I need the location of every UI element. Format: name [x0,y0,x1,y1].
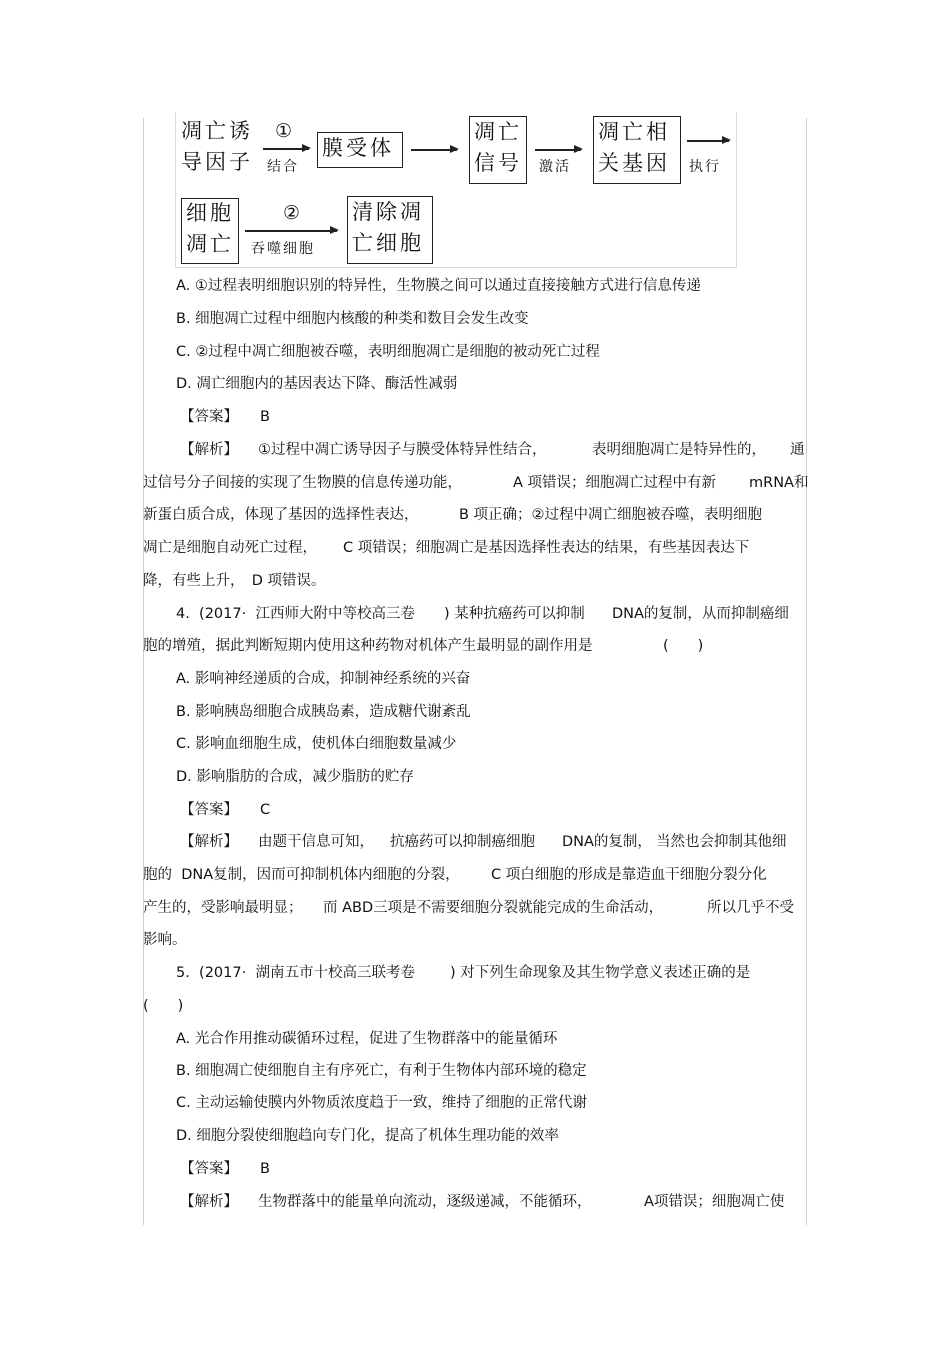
analysis-text: DNA的复制， [562,834,652,850]
question-text: DNA的复制，从而抑制癌细 [612,606,789,622]
analysis-text: 通 [790,442,805,458]
q3-option-c: C. ②过程中凋亡细胞被吞噬，表明细胞凋亡是细胞的被动死亡过程 [176,344,600,360]
execute-label: 执行 [689,159,721,175]
q4-option-a: A. 影响神经递质的合成，抑制神经系统的兴奋 [176,671,471,687]
q3-option-d: D. 凋亡细胞内的基因表达下降、酶活性减弱 [176,376,458,392]
q5-option-d: D. 细胞分裂使细胞趋向专门化，提高了机体生理功能的效率 [176,1128,559,1144]
analysis-label: 【解析】 [180,442,238,458]
q3-option-b: B. 细胞凋亡过程中细胞内核酸的种类和数目会发生改变 [176,311,529,327]
q4-stem-line-1 [176,604,806,624]
analysis-text: 凋亡是细胞自动死亡过程， [143,540,317,556]
q3-analysis-line-4 [143,538,750,558]
analysis-label: 【解析】 [180,1194,238,1210]
analysis-text: 新蛋白质合成，体现了基因的选择性表达， [143,507,419,523]
q4-analysis-line-2 [143,865,767,885]
analysis-text: ①过程中凋亡诱导因子与膜受体特异性结合， [258,442,547,458]
analysis-text: A项错误；细胞凋亡使 [644,1194,785,1210]
q4-analysis-line-1 [180,832,806,852]
analysis-text: 生物群落中的能量单向流动，逐级递减，不能循环， [258,1194,592,1210]
q3-analysis-line-1 [180,440,806,460]
question-text: 5. (2017· 湖南五市十校高三联考卷 [176,965,415,981]
answer-label: 【答案】 [180,1161,238,1177]
question-blank: ( ) [663,638,704,654]
answer-value: B [260,1161,270,1177]
q3-answer-line [180,407,270,427]
analysis-text: 由题干信息可知， [258,834,374,850]
answer-label: 【答案】 [180,409,238,425]
q5-option-c: C. 主动运输使膜内外物质浓度趋于一致，维持了细胞的正常代谢 [176,1095,587,1111]
q3-analysis-line-5: 降，有些上升， D 项错误。 [143,573,326,589]
arrow-step2 [245,230,337,232]
q4-analysis-line-4: 影响。 [143,932,187,948]
analysis-text: 所以几乎不受 [707,900,794,916]
question-text: ) 对下列生命现象及其生物学意义表述正确的是 [450,965,751,981]
step1-label: 结合 [267,159,299,175]
q4-analysis-line-3 [143,898,806,918]
analysis-text: 产生的，受影响最明显； [143,900,303,916]
apoptosis-text: 细胞 凋亡 [186,201,234,256]
q5-option-a: A. 光合作用推动碳循环过程，促进了生物群落中的能量循环 [176,1031,558,1047]
q5-stem-line-1 [176,963,751,983]
analysis-text: 过信号分子间接的实现了生物膜的信息传递功能， [143,475,462,491]
genes-text: 凋亡相 关基因 [598,120,670,175]
step1-number: ① [275,120,293,142]
analysis-text: C 项错误；细胞凋亡是基因选择性表达的结果，有些基因表达下 [343,540,750,556]
q5-analysis-line-1 [180,1192,806,1212]
analysis-text: A 项错误；细胞凋亡过程中有新 [513,475,717,491]
q4-stem-line-2 [143,636,704,656]
q5-option-b: B. 细胞凋亡使细胞自主有序死亡，有利于生物体内部环境的稳定 [176,1063,587,1079]
arrow-step1 [263,148,309,150]
clearance-text: 清除凋 亡细胞 [352,200,424,255]
question-text: 胞的增殖，据此判断短期内使用这种药物对机体产生最明显的副作用是 [143,638,593,654]
inducer-text: 凋亡诱 导因子 [181,119,253,174]
analysis-text: B 项正确；②过程中凋亡细胞被吞噬，表明细胞 [459,507,763,523]
analysis-text: 当然也会抑制其他细 [656,834,787,850]
analysis-label: 【解析】 [180,834,238,850]
q5-answer-line [180,1159,270,1179]
analysis-text: mRNA和 [749,475,809,491]
answer-label: 【答案】 [180,802,238,818]
analysis-text: 抗癌药可以抑制癌细胞 [390,834,535,850]
q5-stem-line-2: ( ) [143,998,184,1014]
analysis-text: 胞的 DNA复制，因而可抑制机体内细胞的分裂， [143,867,460,883]
activate-label: 激活 [539,159,571,175]
q3-option-a: A. ①过程表明细胞识别的特异性，生物膜之间可以通过直接接触方式进行信息传递 [176,278,701,294]
apoptosis-diagram [175,112,737,270]
step2-number: ② [283,202,301,224]
question-text: ) 某种抗癌药可以抑制 [444,606,585,622]
analysis-text: 表明细胞凋亡是特异性的， [592,442,766,458]
analysis-text: C 项白细胞的形成是靠造血干细胞分裂分化 [491,867,767,883]
answer-value: B [260,409,270,425]
step2-label: 吞噬细胞 [251,241,315,257]
analysis-text: 而 ABD三项是不需要细胞分裂就能完成的生命活动， [323,900,664,916]
q3-analysis-line-2 [143,473,809,493]
q4-option-b: B. 影响胰岛细胞合成胰岛素，造成糖代谢紊乱 [176,704,471,720]
arrow-activate [535,149,581,151]
arrow-receptor-signal [411,149,457,151]
page-border-left [143,118,144,1225]
q4-answer-line [180,800,271,820]
q4-option-c: C. 影响血细胞生成，使机体白细胞数量减少 [176,736,457,752]
arrow-execute [687,140,729,142]
q4-option-d: D. 影响脂肪的合成，减少脂肪的贮存 [176,769,414,785]
question-text: 4. (2017· 江西师大附中等校高三卷 [176,606,415,622]
q3-analysis-line-3 [143,505,763,525]
page-border-right [806,118,807,1225]
receptor-text: 膜受体 [322,136,394,160]
signal-text: 凋亡 信号 [474,120,522,175]
answer-value: C [260,802,271,818]
